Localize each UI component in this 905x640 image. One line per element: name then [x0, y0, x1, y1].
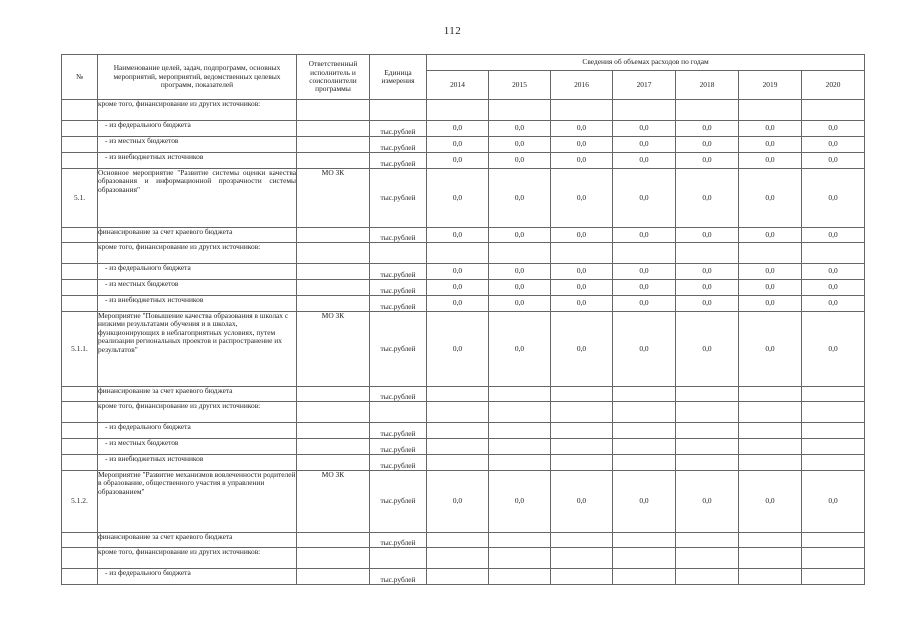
table-row — [62, 387, 865, 402]
row-responsible — [297, 402, 370, 423]
header-unit: Единица измерения — [370, 55, 427, 100]
row-value — [676, 455, 739, 471]
row-value — [427, 455, 489, 471]
row-responsible: МО ЗК — [297, 169, 370, 228]
table-row — [62, 153, 865, 169]
header-year: 2016 — [551, 71, 613, 100]
row-value: 0,0 — [551, 169, 613, 228]
row-value: 0,0 — [613, 312, 676, 387]
header-no: № — [62, 55, 98, 100]
row-value: 0,0 — [739, 296, 802, 312]
row-value: 0,0 — [427, 228, 489, 243]
row-value: 0,0 — [613, 264, 676, 280]
row-value: 0,0 — [489, 264, 551, 280]
table-row — [62, 569, 865, 585]
row-number — [62, 387, 98, 402]
row-value: 0,0 — [489, 280, 551, 296]
row-name: - из федерального бюджета — [98, 121, 297, 137]
row-value — [739, 439, 802, 455]
row-value: 0,0 — [676, 121, 739, 137]
row-number — [62, 228, 98, 243]
row-value — [613, 387, 676, 402]
row-value: 0,0 — [802, 121, 865, 137]
row-unit: тыс.рублей — [370, 569, 427, 585]
row-value — [613, 100, 676, 121]
row-value: 0,0 — [676, 264, 739, 280]
row-value: 0,0 — [739, 228, 802, 243]
row-value — [427, 533, 489, 548]
row-responsible — [297, 100, 370, 121]
row-value: 0,0 — [739, 312, 802, 387]
row-value: 0,0 — [739, 169, 802, 228]
row-value: 0,0 — [613, 228, 676, 243]
row-value — [489, 533, 551, 548]
row-value — [739, 455, 802, 471]
header-year: 2019 — [739, 71, 802, 100]
row-value — [802, 439, 865, 455]
row-value — [427, 100, 489, 121]
row-value — [802, 548, 865, 569]
row-value: 0,0 — [551, 137, 613, 153]
row-value — [802, 569, 865, 585]
table-row — [62, 100, 865, 121]
row-unit: тыс.рублей — [370, 312, 427, 387]
table-row — [62, 280, 865, 296]
row-number: 5.1.1. — [62, 312, 98, 387]
row-unit: тыс.рублей — [370, 471, 427, 533]
row-value — [802, 387, 865, 402]
row-value: 0,0 — [489, 121, 551, 137]
row-value — [613, 455, 676, 471]
row-unit: тыс.рублей — [370, 228, 427, 243]
table-row — [62, 169, 865, 228]
row-value — [676, 387, 739, 402]
table-row — [62, 264, 865, 280]
row-value — [613, 423, 676, 439]
row-value: 0,0 — [676, 296, 739, 312]
header-year: 2018 — [676, 71, 739, 100]
row-number — [62, 402, 98, 423]
table-row — [62, 455, 865, 471]
table-row — [62, 243, 865, 264]
row-value — [489, 423, 551, 439]
row-number — [62, 533, 98, 548]
row-value: 0,0 — [802, 296, 865, 312]
row-value: 0,0 — [551, 153, 613, 169]
row-value: 0,0 — [489, 137, 551, 153]
row-value — [489, 569, 551, 585]
row-value: 0,0 — [427, 296, 489, 312]
row-value: 0,0 — [802, 280, 865, 296]
row-responsible: МО ЗК — [297, 471, 370, 533]
row-number: 5.1.2. — [62, 471, 98, 533]
row-value — [739, 402, 802, 423]
row-value — [613, 548, 676, 569]
table-row — [62, 296, 865, 312]
row-number — [62, 296, 98, 312]
row-value — [676, 439, 739, 455]
header-year: 2020 — [802, 71, 865, 100]
row-value — [427, 423, 489, 439]
row-value: 0,0 — [613, 296, 676, 312]
row-name: кроме того, финансирование из других источников: — [98, 402, 297, 423]
row-number — [62, 455, 98, 471]
table-row — [62, 548, 865, 569]
row-name: Основное мероприятие "Развитие системы оценки качества образования и информационной прозрачности системы образования" — [98, 169, 297, 228]
row-value — [427, 548, 489, 569]
row-value: 0,0 — [613, 121, 676, 137]
row-unit: тыс.рублей — [370, 387, 427, 402]
row-value — [551, 387, 613, 402]
row-responsible — [297, 387, 370, 402]
row-value — [802, 455, 865, 471]
row-number — [62, 243, 98, 264]
row-unit — [370, 402, 427, 423]
row-unit: тыс.рублей — [370, 423, 427, 439]
row-value: 0,0 — [676, 228, 739, 243]
row-value — [676, 569, 739, 585]
table-row — [62, 423, 865, 439]
row-value — [551, 569, 613, 585]
row-value: 0,0 — [739, 137, 802, 153]
row-name: - из местных бюджетов — [98, 137, 297, 153]
row-value: 0,0 — [613, 471, 676, 533]
table-row — [62, 471, 865, 533]
row-value — [551, 100, 613, 121]
table-row — [62, 402, 865, 423]
row-number — [62, 280, 98, 296]
row-unit: тыс.рублей — [370, 296, 427, 312]
row-unit: тыс.рублей — [370, 455, 427, 471]
row-responsible — [297, 439, 370, 455]
row-value — [802, 243, 865, 264]
row-value — [676, 100, 739, 121]
row-value: 0,0 — [489, 153, 551, 169]
row-responsible — [297, 243, 370, 264]
row-value: 0,0 — [489, 471, 551, 533]
row-value — [489, 455, 551, 471]
row-responsible — [297, 296, 370, 312]
row-value: 0,0 — [676, 312, 739, 387]
row-name: финансирование за счет краевого бюджета — [98, 533, 297, 548]
row-value: 0,0 — [489, 169, 551, 228]
row-value — [489, 100, 551, 121]
row-value — [613, 243, 676, 264]
row-number — [62, 548, 98, 569]
row-value: 0,0 — [427, 169, 489, 228]
row-name: Мероприятие "Развитие механизмов вовлеченности родителей в образование, общественного участия в управлении образованием" — [98, 471, 297, 533]
table-row — [62, 312, 865, 387]
row-value — [613, 533, 676, 548]
table-row — [62, 533, 865, 548]
row-name: - из внебюджетных источников — [98, 153, 297, 169]
row-number — [62, 423, 98, 439]
row-responsible — [297, 569, 370, 585]
row-value — [676, 243, 739, 264]
row-number — [62, 153, 98, 169]
row-responsible — [297, 137, 370, 153]
row-value: 0,0 — [802, 169, 865, 228]
row-value — [427, 402, 489, 423]
row-value — [551, 423, 613, 439]
row-unit: тыс.рублей — [370, 137, 427, 153]
row-value — [739, 533, 802, 548]
row-number: 5.1. — [62, 169, 98, 228]
row-value — [551, 455, 613, 471]
row-responsible — [297, 533, 370, 548]
row-value: 0,0 — [489, 228, 551, 243]
header-expenses: Сведения об объемах расходов по годам — [427, 55, 865, 71]
row-value: 0,0 — [739, 264, 802, 280]
row-number — [62, 121, 98, 137]
row-responsible — [297, 264, 370, 280]
row-value — [802, 402, 865, 423]
header-year: 2014 — [427, 71, 489, 100]
row-value — [489, 439, 551, 455]
row-value: 0,0 — [739, 280, 802, 296]
row-value: 0,0 — [613, 169, 676, 228]
row-value — [551, 402, 613, 423]
row-name: - из внебюджетных источников — [98, 455, 297, 471]
header-name: Наименование целей, задач, подпрограмм, основных мероприятий, мероприятий, ведомственных целевых программ, показателей — [98, 55, 297, 100]
row-value: 0,0 — [739, 121, 802, 137]
row-value: 0,0 — [802, 228, 865, 243]
row-value — [613, 569, 676, 585]
row-value: 0,0 — [613, 137, 676, 153]
row-unit: тыс.рублей — [370, 533, 427, 548]
row-number — [62, 264, 98, 280]
page-number: 112 — [443, 25, 462, 37]
row-unit: тыс.рублей — [370, 280, 427, 296]
row-value: 0,0 — [676, 153, 739, 169]
row-responsible — [297, 280, 370, 296]
row-name: - из федерального бюджета — [98, 423, 297, 439]
row-responsible — [297, 121, 370, 137]
header-year: 2015 — [489, 71, 551, 100]
row-name: Мероприятие "Повышение качества образования в школах с низкими результатами обучения и в школах, функционирующих в неблагоприятных условиях, путем реализации региональных проектов и распространение их результатов" — [98, 312, 297, 387]
row-value: 0,0 — [739, 471, 802, 533]
row-responsible — [297, 455, 370, 471]
row-value — [551, 439, 613, 455]
row-value: 0,0 — [489, 296, 551, 312]
row-value — [676, 548, 739, 569]
row-unit: тыс.рублей — [370, 169, 427, 228]
row-value: 0,0 — [802, 137, 865, 153]
row-unit: тыс.рублей — [370, 121, 427, 137]
row-value: 0,0 — [802, 312, 865, 387]
row-value: 0,0 — [802, 471, 865, 533]
row-name: - из внебюджетных источников — [98, 296, 297, 312]
row-value — [613, 402, 676, 423]
table-row — [62, 121, 865, 137]
row-value: 0,0 — [551, 228, 613, 243]
row-responsible — [297, 423, 370, 439]
row-value — [551, 533, 613, 548]
row-value: 0,0 — [676, 169, 739, 228]
row-responsible — [297, 548, 370, 569]
row-value: 0,0 — [551, 312, 613, 387]
row-value: 0,0 — [802, 264, 865, 280]
row-value: 0,0 — [427, 312, 489, 387]
row-value: 0,0 — [676, 280, 739, 296]
row-value — [489, 402, 551, 423]
row-value: 0,0 — [427, 471, 489, 533]
row-number — [62, 439, 98, 455]
row-value — [802, 423, 865, 439]
row-value: 0,0 — [427, 121, 489, 137]
expenses-table — [61, 54, 865, 585]
row-value: 0,0 — [551, 471, 613, 533]
row-value: 0,0 — [551, 280, 613, 296]
row-unit — [370, 243, 427, 264]
row-value: 0,0 — [427, 280, 489, 296]
row-value — [551, 243, 613, 264]
row-number — [62, 137, 98, 153]
row-value: 0,0 — [676, 471, 739, 533]
row-unit: тыс.рублей — [370, 264, 427, 280]
row-number — [62, 569, 98, 585]
row-value: 0,0 — [427, 153, 489, 169]
row-name: - из местных бюджетов — [98, 280, 297, 296]
row-value — [739, 100, 802, 121]
row-name: финансирование за счет краевого бюджета — [98, 387, 297, 402]
row-value — [613, 439, 676, 455]
row-unit — [370, 100, 427, 121]
row-value: 0,0 — [613, 280, 676, 296]
row-value — [427, 439, 489, 455]
row-value — [427, 387, 489, 402]
table-row — [62, 228, 865, 243]
row-value — [739, 243, 802, 264]
row-value — [739, 423, 802, 439]
row-unit — [370, 548, 427, 569]
row-value: 0,0 — [613, 153, 676, 169]
row-value: 0,0 — [676, 137, 739, 153]
row-value — [802, 533, 865, 548]
row-value — [489, 387, 551, 402]
row-value: 0,0 — [551, 296, 613, 312]
row-value — [739, 569, 802, 585]
row-value — [676, 402, 739, 423]
row-unit: тыс.рублей — [370, 153, 427, 169]
row-responsible — [297, 153, 370, 169]
row-value — [676, 423, 739, 439]
row-name: финансирование за счет краевого бюджета — [98, 228, 297, 243]
row-name: кроме того, финансирование из других источников: — [98, 548, 297, 569]
row-value: 0,0 — [427, 137, 489, 153]
row-responsible: МО ЗК — [297, 312, 370, 387]
row-value — [802, 100, 865, 121]
row-value — [551, 548, 613, 569]
row-value: 0,0 — [551, 121, 613, 137]
row-name: - из федерального бюджета — [98, 569, 297, 585]
row-value — [739, 548, 802, 569]
row-responsible — [297, 228, 370, 243]
row-value: 0,0 — [551, 264, 613, 280]
row-name: - из местных бюджетов — [98, 439, 297, 455]
row-number — [62, 100, 98, 121]
row-value — [427, 569, 489, 585]
row-value: 0,0 — [802, 153, 865, 169]
row-name: кроме того, финансирование из других источников: — [98, 243, 297, 264]
row-name: кроме того, финансирование из других источников: — [98, 100, 297, 121]
row-value: 0,0 — [489, 312, 551, 387]
row-value: 0,0 — [427, 264, 489, 280]
row-value: 0,0 — [739, 153, 802, 169]
row-value — [739, 387, 802, 402]
header-year: 2017 — [613, 71, 676, 100]
row-value — [489, 243, 551, 264]
table-row — [62, 439, 865, 455]
row-value — [489, 548, 551, 569]
row-unit: тыс.рублей — [370, 439, 427, 455]
header-responsible: Ответственный исполнитель и соисполнители программы — [297, 55, 370, 100]
table-row — [62, 137, 865, 153]
row-name: - из федерального бюджета — [98, 264, 297, 280]
row-value — [676, 533, 739, 548]
row-value — [427, 243, 489, 264]
